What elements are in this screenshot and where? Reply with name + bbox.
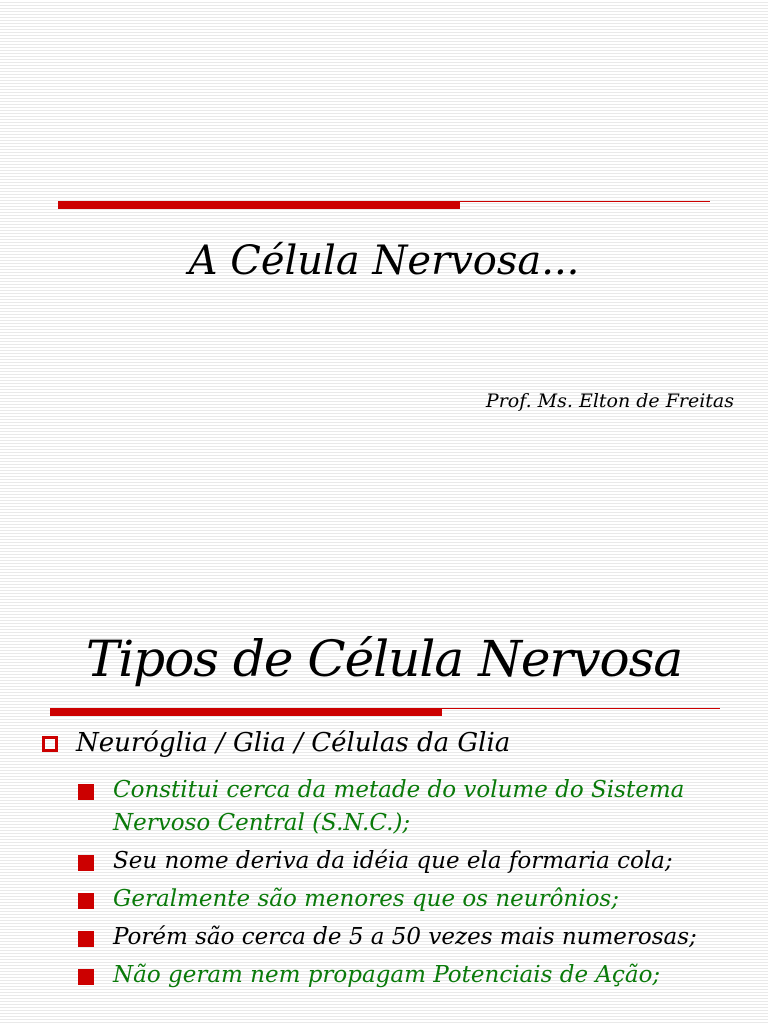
filled-square-bullet-icon bbox=[78, 784, 94, 800]
level1-label: Neuróglia / Glia / Células da Glia bbox=[76, 728, 511, 758]
slide-title: A Célula Nervosa... bbox=[188, 238, 580, 284]
list-item-text: Seu nome deriva da idéia que ela formaria cola; bbox=[113, 848, 673, 874]
heading-rule-thin bbox=[442, 708, 720, 709]
list-item-text: Porém são cerca de 5 a 50 vezes mais numerosas; bbox=[113, 924, 697, 950]
title-rule-thin bbox=[460, 201, 710, 202]
filled-square-bullet-icon bbox=[78, 855, 94, 871]
filled-square-bullet-icon bbox=[78, 931, 94, 947]
filled-square-bullet-icon bbox=[78, 969, 94, 985]
list-item bbox=[78, 883, 718, 916]
bullet-list bbox=[78, 774, 718, 997]
list-item bbox=[78, 959, 718, 992]
list-item bbox=[78, 774, 718, 840]
list-item bbox=[78, 845, 718, 878]
list-item bbox=[78, 921, 718, 954]
list-item-text: Constitui cerca da metade do volume do Sistema Nervoso Central (S.N.C.); bbox=[113, 777, 685, 836]
title-rule-thick bbox=[58, 201, 460, 209]
list-item-text: Não geram nem propagam Potenciais de Ação; bbox=[113, 962, 661, 988]
author-name: Prof. Ms. Elton de Freitas bbox=[485, 390, 734, 412]
hollow-square-bullet-icon bbox=[42, 736, 58, 752]
list-item-text: Geralmente são menores que os neurônios; bbox=[113, 886, 619, 912]
heading-rule-thick bbox=[50, 708, 442, 716]
filled-square-bullet-icon bbox=[78, 893, 94, 909]
slide-heading: Tipos de Célula Nervosa bbox=[85, 630, 683, 688]
content-slide bbox=[0, 600, 768, 1024]
